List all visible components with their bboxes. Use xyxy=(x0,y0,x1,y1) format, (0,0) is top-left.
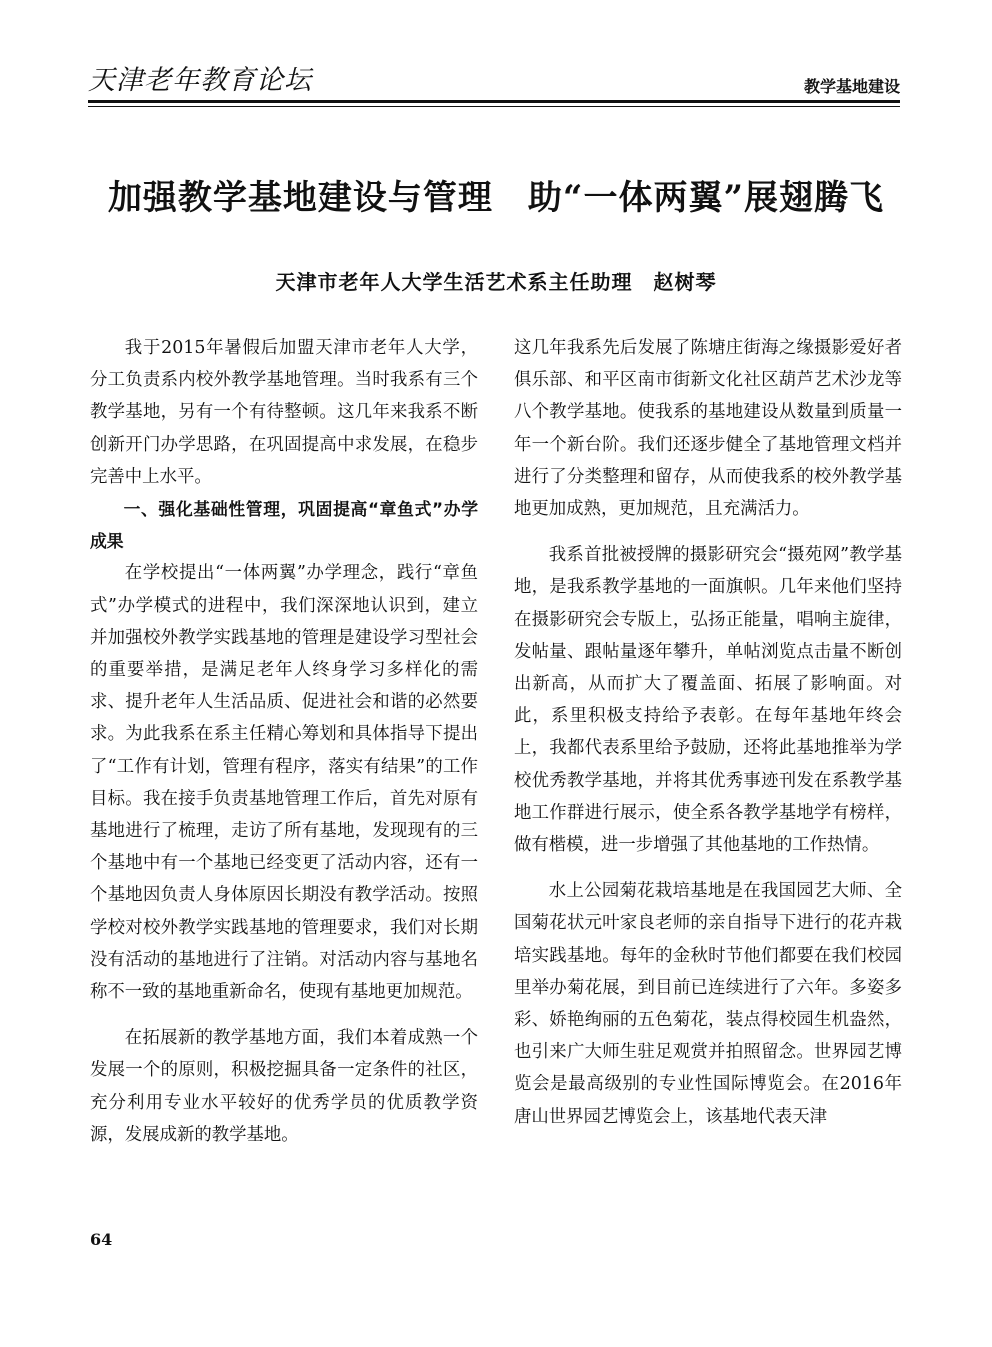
section-label: 教学基地建设 xyxy=(803,77,900,96)
page-number: 64 xyxy=(90,1230,113,1249)
paragraph: 在学校提出“一体两翼”办学理念，践行“章鱼式”办学模式的进程中，我们深深地认识到，建立并加强校外教学实践基地的管理是建设学习型社会的重要举措，是满足老年人终身学习多样化的需求、提升老年人生活品质、促进社会和谐的必然要求。为此我系在系主任精心筹划和具体指导下提出了“工作有计划，管理有程序，落实有结果”的工作目标。我在接手负责基地管理工作后，首先对原有基地进行了梳理，走访了所有基地，发现现有的三个基地中有一个基地已经变更了活动内容，还有一个基地因负责人身体原因长期没有教学活动。按照学校对校外教学实践基地的管理要求，我们对长期没有活动的基地进行了注销。对活动内容与基地名称不一致的基地重新命名，使现有基地更加规范。 xyxy=(90,563,478,1003)
paragraph: 这几年我系先后发展了陈塘庄街海之缘摄影爱好者俱乐部、和平区南市街新文化社区葫芦艺术沙龙等八个教学基地。使我系的基地建设从数量到质量一年一个新台阶。我们还逐步健全了基地管理文档并进行了分类整理和留存，从而使我系的校外教学基地更加成熟，更加规范，且充满活力。 xyxy=(514,338,902,520)
section-heading: 一、强化基础性管理，巩固提高“章鱼式”办学成果 xyxy=(90,499,478,552)
paragraph: 我系首批被授牌的摄影研究会“摄苑网”教学基地，是我系教学基地的一面旗帜。几年来他们坚持在摄影研究会专版上，弘扬正能量，唱响主旋律，发帖量、跟帖量逐年攀升，单帖浏览点击量不断创出新高，从而扩大了覆盖面、拓展了影响面。对此，系里积极支持给予表彰。在每年基地年终会上，我都代表系里给予鼓励，还将此基地推举为学校优秀教学基地，并将其优秀事迹刊发在系教学基地工作群进行展示，使全系各教学基地学有榜样，做有楷模，进一步增强了其他基地的工作热情。 xyxy=(514,545,902,856)
header-rule-thin xyxy=(88,106,900,107)
right-column xyxy=(514,332,902,1133)
paragraph: 我于2015年暑假后加盟天津市老年人大学，分工负责系内校外教学基地管理。当时我系有三个教学基地，另有一个有待整顿。这几年来我系不断创新开门办学思路，在巩固提高中求发展，在稳步完善中上水平。 xyxy=(90,338,478,487)
paragraph: 水上公园菊花栽培基地是在我国园艺大师、全国菊花状元叶家良老师的亲自指导下进行的花卉栽培实践基地。每年的金秋时节他们都要在我们校园里举办菊花展，到目前已连续进行了六年。多姿多彩、娇艳绚丽的五色菊花，装点得校园生机盎然，也引来广大师生驻足观赏并拍照留念。世界园艺博览会是最高级别的专业性国际博览会。在2016年唐山世界园艺博览会上，该基地代表天津 xyxy=(514,881,902,1127)
header-rule-thick xyxy=(88,100,900,103)
article-title: 加强教学基地建设与管理 助“一体两翼”展翅腾飞 xyxy=(107,178,885,218)
left-column xyxy=(90,332,478,1151)
article-byline: 天津市老年人大学生活艺术系主任助理 赵树琴 xyxy=(275,270,717,294)
journal-logo: 天津老年教育论坛 xyxy=(88,65,312,96)
paragraph: 在拓展新的教学基地方面，我们本着成熟一个发展一个的原则，积极挖掘具备一定条件的社区，充分利用专业水平较好的优秀学员的优质教学资源，发展成新的教学基地。 xyxy=(90,1028,478,1145)
